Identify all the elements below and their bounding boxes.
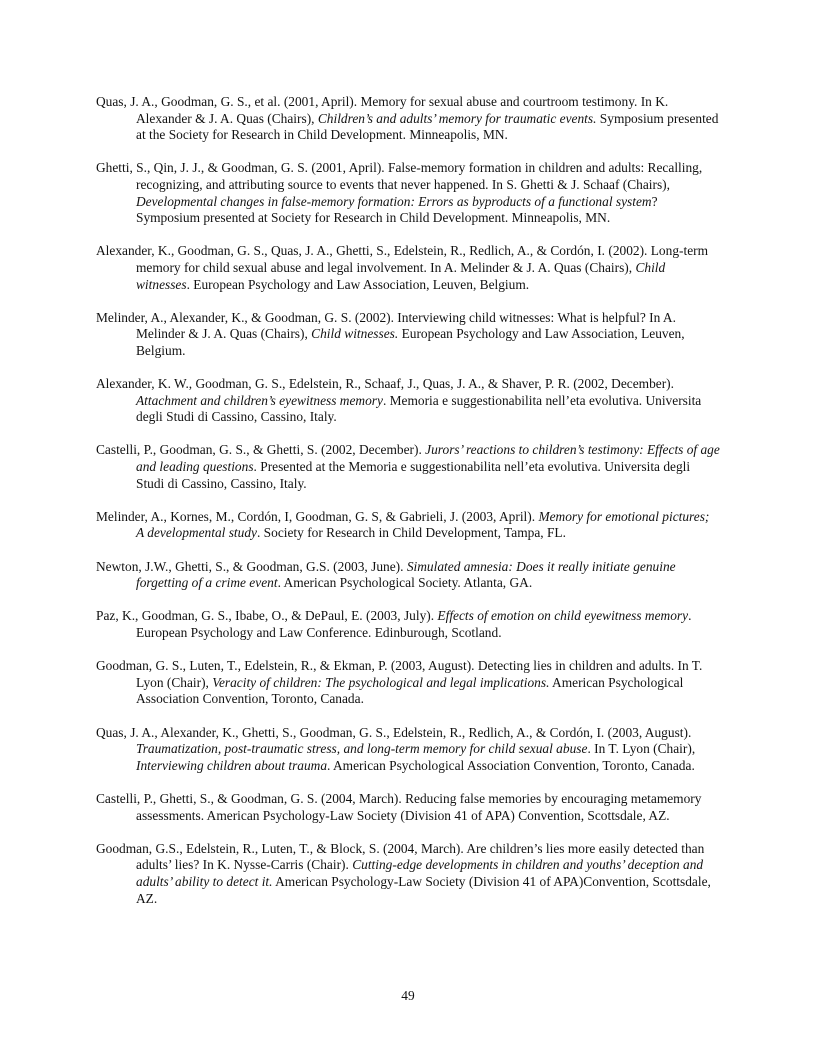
reference-segment: Quas, J. A., Alexander, K., Ghetti, S., Goodman, G. S., Edelstein, R., Redlich, A., & Cordón, I. (2003, August). [96,724,692,740]
reference-segment: Paz, K., Goodman, G. S., Ibabe, O., & DePaul, E. (2003, July). [96,608,438,624]
reference-segment: Child witnesses [136,259,666,292]
reference-segment: Symposium presented at the Society for Research in Child Development. Minneapolis, MN. [136,110,719,143]
reference-segment: Goodman, G.S., Edelstein, R., Luten, T., & Block, S. (2004, March). Are children’s lies more easily detected than adults’ lies? In K. Nysse-Carris (Chair). [96,840,705,873]
reference-segment: Castelli, P., Ghetti, S., & Goodman, G. S. (2004, March). Reducing false memories by encouraging metamemory assessments. American Psychology-Law Society (Division 41 of APA) Convention, Scottsdale, AZ. [96,790,702,823]
reference-segment: . European Psychology and Law Conference. Edinburough, Scotland. [136,608,692,640]
reference-entry [96,658,720,708]
reference-segment: ? Symposium presented at Society for Research in Child Development. Minneapolis, MN. [136,193,658,226]
reference-segment: . American Psychological Association Convention, Toronto, Canada. [327,757,695,773]
reference-segment: Memory for emotional pictures; A developmental study [136,508,710,541]
reference-entry [96,160,720,226]
reference-segment: Developmental changes in false-memory formation: Errors as byproducts of a functional system [136,193,652,209]
reference-segment: Attachment and children’s eyewitness memory [136,392,383,408]
reference-segment: . Society for Research in Child Development, Tampa, FL. [256,525,566,541]
reference-segment: American Psychological Association Convention, Toronto, Canada. [136,674,684,707]
reference-entry [96,559,720,592]
reference-segment: Melinder, A., Kornes, M., Cordón, I, Goodman, G. S, & Gabrieli, J. (2003, April). [96,508,539,524]
reference-segment: Castelli, P., Goodman, G. S., & Ghetti, S. (2002, December). [96,442,426,458]
reference-segment: Goodman, G. S., Luten, T., Edelstein, R., & Ekman, P. (2003, August). Detecting lies in children and adults. In T. Lyon (Chair), [96,658,703,690]
reference-segment: Veracity of children: The psychological and legal implications. [212,674,550,690]
reference-entry [96,442,720,492]
references-list [96,94,720,907]
reference-entry [96,243,720,293]
reference-segment: Simulated amnesia: Does it really initiate genuine forgetting of a crime event [136,558,676,591]
reference-entry [96,725,720,775]
reference-segment: European Psychology and Law Association, Leuven, Belgium. [136,326,685,358]
reference-segment: Quas, J. A., Goodman, G. S., et al. (2001, April). Memory for sexual abuse and courtroom testimony. In K. Alexander & J. A. Quas (Chairs), [96,94,669,126]
reference-entry [96,791,720,824]
reference-entry [96,608,720,641]
reference-segment: Ghetti, S., Qin, J. J., & Goodman, G. S. (2001, April). False-memory formation in children and adults: Recalling, recognizing, and attributing source to events that never happened. In S. Ghetti & J. Schaaf (Chairs), [96,160,703,192]
reference-segment: Alexander, K., Goodman, G. S., Quas, J. A., Ghetti, S., Edelstein, R., Redlich, A., & Cordón, I. (2002). Long-term memory for child sexual abuse and legal involvement. In A. Melinder & J. A. Quas (Chairs), [96,243,709,275]
reference-segment: . European Psychology and Law Association, Leuven, Belgium. [186,276,530,292]
reference-segment: Traumatization, post-traumatic stress, and long-term memory for child sexual abuse [136,741,588,757]
page-number: 49 [401,988,415,1003]
reference-segment: Alexander, K. W., Goodman, G. S., Edelstein, R., Schaaf, J., Quas, J. A., & Shaver, P. R. (2002, December). [96,376,674,392]
reference-segment: . Memoria e suggestionabilita nell’eta evolutiva. Universita degli Studi di Cassino, Cassino, Italy. [136,392,702,425]
reference-segment: Children’s and adults’ memory for traumatic events. [317,110,597,126]
reference-segment: . In T. Lyon (Chair), [587,741,696,757]
reference-entry [96,376,720,426]
reference-segment: Melinder, A., Alexander, K., & Goodman, G. S. (2002). Interviewing child witnesses: What is helpful? In A. Melinder & J. A. Quas (Chairs), [96,309,676,342]
reference-entry [96,94,720,144]
reference-entry [96,310,720,360]
reference-segment: . American Psychological Society. Atlanta, GA. [277,575,533,591]
reference-segment: Newton, J.W., Ghetti, S., & Goodman, G.S. (2003, June). [96,558,407,574]
reference-segment: Jurors’ reactions to children’s testimony: Effects of age and leading questions [136,442,720,475]
reference-segment: Child witnesses. [311,326,399,342]
reference-segment: . Presented at the Memoria e suggestionabilita nell’eta evolutiva. Universita degli Studi di Cassino, Cassino, Italy. [136,459,691,491]
page-footer [0,988,816,1005]
reference-segment: Cutting-edge developments in children and youths’ deception and adults’ ability to detect it. [136,857,704,889]
reference-segment: American Psychology-Law Society (Division 41 of APA)Convention, Scottsdale, AZ. [136,873,711,906]
reference-segment: Interviewing children about trauma [136,757,328,773]
reference-entry [96,841,720,907]
reference-segment: Effects of emotion on child eyewitness memory [437,608,689,624]
reference-entry [96,509,720,542]
